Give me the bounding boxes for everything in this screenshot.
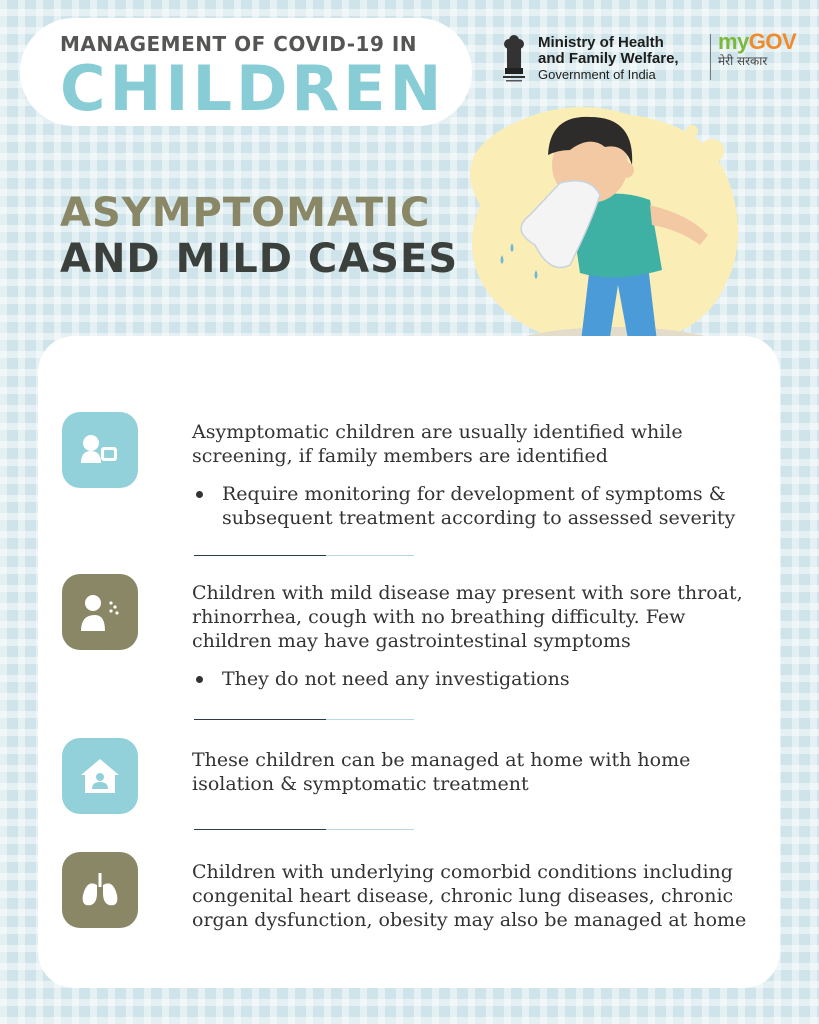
ministry-line-3: Government of India [538, 67, 656, 82]
separator [194, 829, 414, 830]
item-1-bullet: Require monitoring for development of symptoms & subsequent treatment according to assessed severity [192, 482, 762, 530]
item-4-text: Children with underlying comorbid conditions including congenital heart disease, chronic lung diseases, chronic organ dysfunction, obesity may also be managed at home [192, 861, 747, 931]
item-4 [192, 860, 762, 932]
title-top: MANAGEMENT OF COVID-19 IN [60, 32, 418, 56]
item-2-bullet: They do not need any investigations [192, 667, 762, 691]
item-3-text: These children can be managed at home with home isolation & symptomatic treatment [192, 749, 691, 795]
lungs-icon [62, 852, 138, 928]
mygov-my: my [718, 29, 749, 54]
coughing-person-icon [62, 574, 138, 650]
ministry-logo-text [538, 35, 679, 83]
ministry-line-1: Ministry of Health [538, 34, 664, 51]
title-banner [20, 18, 472, 126]
item-1-text: Asymptomatic children are usually identified while screening, if family members are identified [192, 421, 683, 467]
home-isolation-icon [62, 738, 138, 814]
heading-line-2: AND MILD CASES [60, 236, 459, 282]
mygov-logo [718, 30, 796, 68]
item-3 [192, 748, 762, 796]
item-2-text: Children with mild disease may present with sore throat, rhinorrhea, cough with no breathing difficulty. Few children may have gastrointestinal symptoms [192, 582, 743, 652]
title-main: CHILDREN [60, 52, 446, 125]
mygov-subtitle: मेरी सरकार [718, 54, 768, 68]
logo-divider [710, 34, 711, 80]
national-emblem-icon [497, 32, 531, 84]
item-2 [192, 581, 762, 691]
heading-line-1: ASYMPTOMATIC [60, 190, 431, 236]
content-card [38, 336, 780, 988]
item-1 [192, 420, 762, 530]
separator [194, 719, 414, 720]
separator [194, 555, 414, 556]
screening-icon [62, 412, 138, 488]
mygov-gov: GOV [748, 29, 797, 54]
ministry-line-2: and Family Welfare, [538, 50, 679, 67]
section-heading [60, 190, 458, 282]
